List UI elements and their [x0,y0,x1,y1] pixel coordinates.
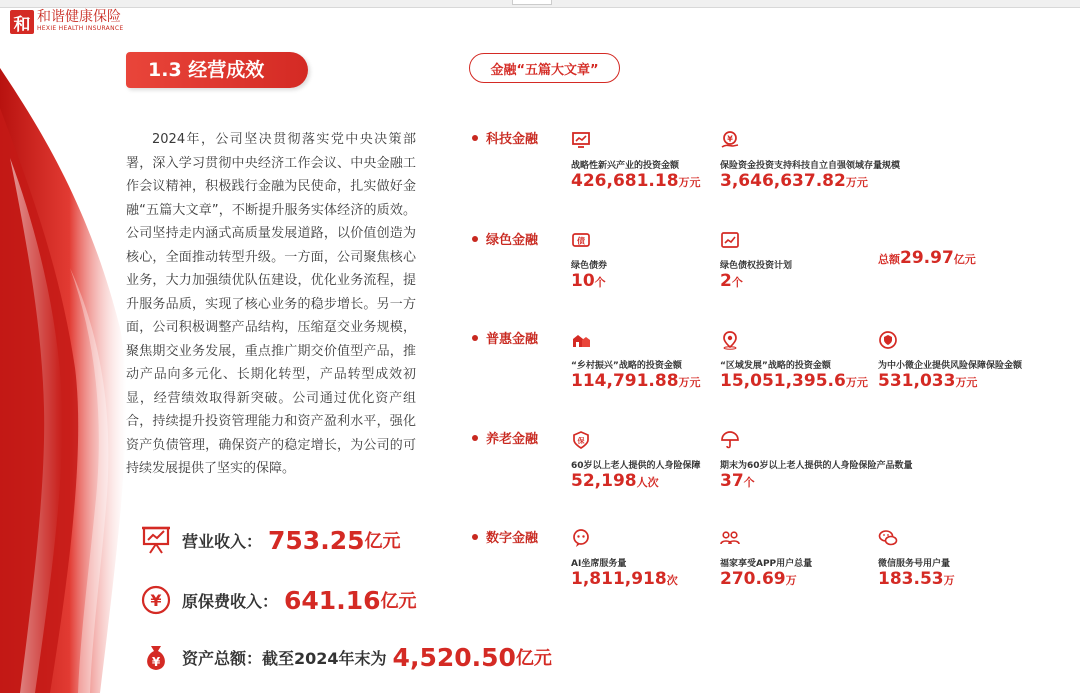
item-value-line [571,471,701,491]
wechat-icon [878,528,898,548]
inclusive-item-rural [571,330,701,391]
item-value: 183.53 [878,569,944,589]
item-value-line [720,271,792,291]
ai-agent-icon [571,528,591,548]
category-inclusive [472,328,538,347]
company-logo [10,10,123,34]
green-total [878,248,976,268]
item-value-line [878,371,1022,391]
item-desc: 战略性新兴产业的投资金额 [571,161,680,171]
shield-icon [878,330,898,350]
section-title: 1.3 经营成效 [126,52,308,88]
item-value: 270.69 [720,569,786,589]
five-articles-badge: 金融“五篇大文章” [469,53,620,83]
item-desc: 为中小微企业提供风险保障保险金额 [878,361,1023,371]
item-unit: 万元 [678,176,701,189]
category-label: 绿色金融 [486,233,539,248]
bullet-dot [472,435,478,441]
item-desc: 60岁以上老人提供的人身险保障 [571,461,701,471]
item-value: 531,033 [878,371,956,391]
item-unit: 万元 [955,376,978,389]
item-unit: 万元 [845,176,868,189]
item-value-line [720,171,900,191]
item-value: 10 [571,271,595,291]
item-unit: 次 [666,574,678,587]
item-desc: 福家享受APP用户总量 [720,559,813,569]
trend-icon [720,230,740,250]
logo-en-text: HEXIE HEALTH INSURANCE [37,25,124,32]
tech-item-emerging-industry [571,130,701,191]
bond-icon [571,230,591,250]
green-item-debt-plan [720,230,792,291]
kpi-unit: 亿元 [380,591,417,612]
item-unit: 万元 [678,376,701,389]
green-item-bonds [571,230,607,291]
item-unit: 万 [785,574,797,587]
kpi-label: 资产总额：截至2024年末为 [182,648,387,668]
category-label: 数字金融 [486,531,539,546]
insurance-shield-icon [571,430,591,450]
item-desc: “区域发展”战略的投资金额 [720,361,831,371]
category-green [472,229,538,248]
total-label: 总额 [878,253,900,266]
category-pension [472,428,538,447]
item-unit: 万 [943,574,955,587]
category-digital [472,527,538,546]
bullet-dot [472,534,478,540]
red-curtain-decoration [0,8,140,693]
svg-text:保: 保 [577,437,585,445]
item-desc: 绿色债券 [571,261,608,271]
item-value: 1,811,918 [571,569,667,589]
svg-text:¥: ¥ [150,591,162,610]
svg-text:¥: ¥ [151,655,161,669]
item-value: 114,791.88 [571,371,679,391]
item-value-line [720,471,913,491]
village-icon [571,330,591,350]
digital-item-wechat [878,528,955,589]
kpi-original-premium [140,584,417,616]
viewer-top-bar [0,0,1080,8]
category-label: 普惠金融 [486,332,539,347]
pension-item-coverage [571,430,701,491]
total-unit: 亿元 [953,253,976,266]
logo-mark: 和 [10,10,34,34]
bullet-dot [472,335,478,341]
item-value-line [571,271,607,291]
item-unit: 个 [731,276,743,289]
money-bag-icon [140,641,172,673]
item-desc: “乡村振兴”战略的投资金额 [571,361,682,371]
item-value: 3,646,637.82 [720,171,846,191]
bullet-dot [472,135,478,141]
kpi-unit: 亿元 [364,531,401,552]
item-unit: 个 [594,276,606,289]
item-value: 15,051,395.6 [720,371,846,391]
yen-circle-icon [140,584,172,616]
users-icon [720,528,740,548]
kpi-label: 营业收入： [182,531,263,551]
item-value-line [878,569,955,589]
item-value-line [720,371,868,391]
item-unit: 个 [743,476,755,489]
item-value-line [571,171,701,191]
inclusive-item-regional [720,330,868,391]
kpi-value: 641.16 [284,585,381,615]
item-value-line [571,371,701,391]
item-value-line [571,569,678,589]
item-value: 37 [720,471,744,491]
category-label: 科技金融 [486,132,539,147]
item-desc: 微信服务号用户量 [878,559,951,569]
monitor-chart-icon [571,130,591,150]
item-value: 426,681.18 [571,171,679,191]
digital-item-ai-agent [571,528,678,589]
category-tech [472,128,538,147]
digital-item-app-users [720,528,812,589]
item-desc: 期末为60岁以上老人提供的人身险保险产品数量 [720,461,913,471]
kpi-label: 原保费收入： [182,591,279,611]
item-desc: 绿色债权投资计划 [720,261,793,271]
bullet-dot [472,236,478,242]
item-unit: 万元 [845,376,868,389]
tech-item-sci-tech-scale [720,130,900,191]
kpi-value: 753.25 [268,525,365,555]
item-value-line [720,569,812,589]
total-value: 29.97 [900,248,954,268]
kpi-operating-revenue [140,524,401,556]
kpi-unit: 亿元 [515,648,552,669]
kpi-total-assets [140,641,552,673]
kpi-value: 4,520.50 [392,642,516,672]
logo-cn-text: 和谐健康保险 [37,9,121,25]
item-value: 2 [720,271,732,291]
category-label: 养老金融 [486,432,539,447]
yen-hand-icon [720,130,740,150]
item-unit: 人次 [636,476,659,489]
inclusive-item-sme [878,330,1022,391]
item-value: 52,198 [571,471,637,491]
pension-item-products [720,430,913,491]
item-desc: 保险资金投资支持科技自立自强领域存量规模 [720,161,901,171]
item-desc: AI坐席服务量 [571,559,627,569]
presentation-chart-icon [140,524,172,556]
umbrella-icon [720,430,740,450]
intro-paragraph: 2024年，公司坚决贯彻落实党中央决策部署，深入学习贯彻中央经济工作会议、中央金融工作会议精神，积极践行金融为民使命，扎实做好金融“五篇大文章”，不断提升服务实体经济的质效。公司坚持走内涵式高质量发展道路，以价值创造为核心，全面推动转型升级。一方面，公司聚焦核心业务，大力加强绩优队伍建设，优化业务流程，提升服务品质，实现了核心业务的稳步增长。另一方面，公司积极调整产品结构，压缩趸交业务规模，聚焦期交业务发展，重点推广期交价值型产品，推动产品向多元化、长期化转型，产品转型成效初显，经营绩效取得新突破。公司通过优化资产组合，持续提升投资管理能力和资产盈利水平，强化资产负债管理，确保资产的稳定增长，为公司的可持续发展提供了坚实的保障。 [126,132,416,476]
location-pin-icon [720,330,740,350]
svg-text:¥: ¥ [727,134,733,144]
svg-text:债: 债 [577,236,585,246]
viewer-tab-handle[interactable] [512,0,552,5]
